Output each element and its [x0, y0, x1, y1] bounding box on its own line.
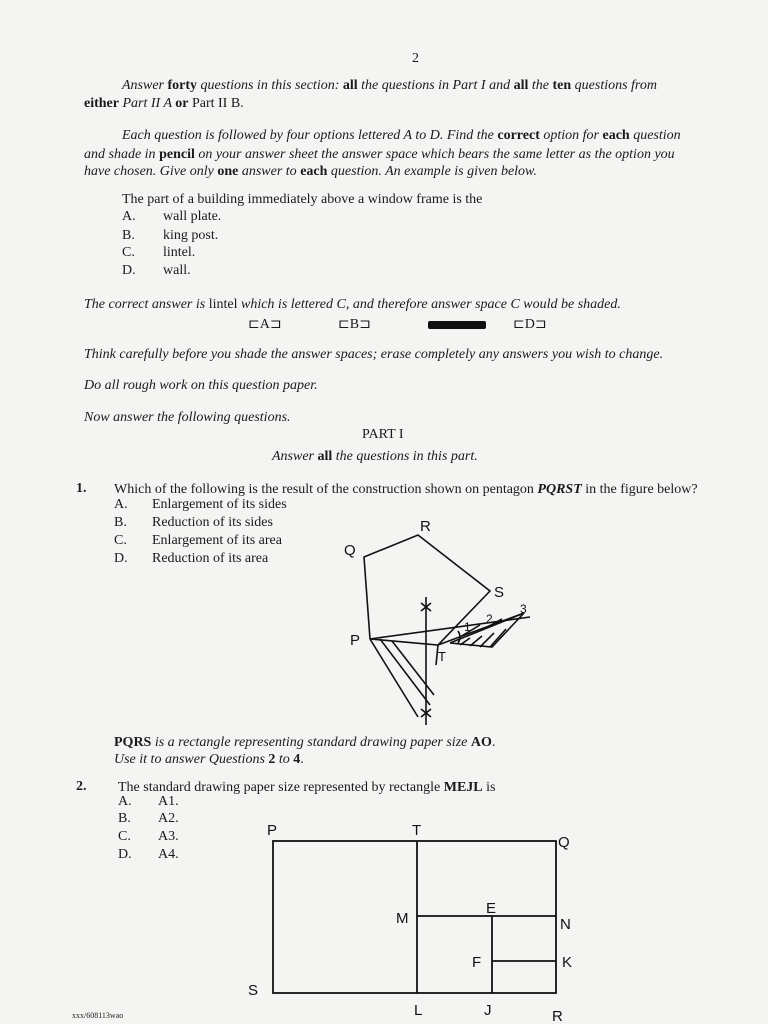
answer-bubble-a: ⊏A⊐	[248, 317, 282, 332]
part1-heading: PART I	[362, 427, 404, 442]
q1-option-letter: B.	[114, 515, 127, 530]
footer-code: xxx/608113wao	[72, 1011, 124, 1020]
note-now: Now answer the following questions.	[84, 410, 291, 425]
example-question: The part of a building immediately above a window frame is the	[122, 192, 483, 207]
instruction-para2-line1: Each question is followed by four options lettered A to D. Find the correct option for each question	[122, 128, 681, 143]
example-option-letter: B.	[122, 228, 135, 243]
fig2-label-e: E	[486, 900, 497, 917]
fig1-label-p: P	[350, 632, 361, 649]
q2-text: The standard drawing paper size represented by rectangle MEJL is	[118, 780, 496, 795]
part1-instruction: Answer all the questions in this part.	[272, 449, 478, 464]
example-option-text: king post.	[163, 228, 219, 243]
fig2-label-r: R	[552, 1008, 563, 1024]
answer-bubble-d: ⊏D⊐	[513, 317, 547, 332]
stem-line-1: PQRS is a rectangle representing standard drawing paper size AO.	[114, 735, 496, 750]
q1-number: 1.	[76, 481, 87, 496]
fig1-label-3: 3	[520, 602, 527, 616]
fig2-label-m: M	[396, 910, 409, 927]
fig1-label-1: 1	[464, 620, 471, 634]
note-think: Think carefully before you shade the answer spaces; erase completely any answers you wish to change.	[84, 347, 664, 362]
fig2-label-k: K	[562, 954, 573, 971]
q1-option-letter: C.	[114, 533, 127, 548]
q1-option-letter: D.	[114, 551, 128, 566]
q1-option-text: Enlargement of its sides	[152, 497, 287, 512]
example-option-letter: C.	[122, 245, 135, 260]
q2-number: 2.	[76, 779, 87, 794]
example-answer-line: The correct answer is lintel which is lettered C, and therefore answer space C would be shaded.	[84, 297, 621, 312]
instruction-para2-line3: have chosen. Give only one answer to each question. An example is given below.	[84, 164, 537, 179]
example-option-text: lintel.	[163, 245, 196, 260]
q1-option-text: Reduction of its sides	[152, 515, 273, 530]
q2-option-letter: A.	[118, 794, 132, 809]
q2-option-text: A4.	[158, 847, 179, 862]
q1-option-text: Enlargement of its area	[152, 533, 282, 548]
q2-option-letter: C.	[118, 829, 131, 844]
fig1-label-2: 2	[486, 612, 493, 626]
instruction-line-2: either Part II A or Part II B.	[84, 96, 244, 111]
q2-option-text: A2.	[158, 811, 179, 826]
fig1-label-q: Q	[344, 542, 356, 559]
stem-line-2: Use it to answer Questions 2 to 4.	[114, 752, 304, 767]
pentagon-construction-figure	[330, 505, 560, 730]
example-option-text: wall.	[163, 263, 191, 278]
page-number: 2	[412, 51, 419, 66]
q1-option-text: Reduction of its area	[152, 551, 269, 566]
q2-option-text: A1.	[158, 794, 179, 809]
note-rough: Do all rough work on this question paper.	[84, 378, 318, 393]
q1-option-letter: A.	[114, 497, 128, 512]
rectangle-pqrs-figure	[240, 815, 590, 1024]
instruction-line-1: Answer forty questions in this section: all the questions in Part I and all the ten questions from	[122, 78, 657, 93]
q1-text: Which of the following is the result of the construction shown on pentagon PQRST in the figure below?	[114, 482, 698, 497]
instruction-para2-line2: and shade in pencil on your answer sheet the answer space which bears the same letter as the option you	[84, 147, 675, 162]
fig2-label-f: F	[472, 954, 482, 971]
answer-bubble-c-shaded	[428, 321, 486, 329]
fig1-label-t: T	[438, 649, 446, 664]
q2-option-letter: B.	[118, 811, 131, 826]
answer-bubble-b: ⊏B⊐	[338, 317, 371, 332]
fig2-label-j: J	[484, 1002, 492, 1019]
fig2-label-n: N	[560, 916, 571, 933]
example-option-letter: D.	[122, 263, 136, 278]
fig2-label-s: S	[248, 982, 259, 999]
fig1-label-r: R	[420, 518, 431, 535]
fig2-label-t: T	[412, 822, 422, 839]
q2-option-letter: D.	[118, 847, 132, 862]
fig2-label-q: Q	[558, 834, 570, 851]
fig2-label-p: P	[267, 822, 278, 839]
fig2-label-l: L	[414, 1002, 423, 1019]
fig1-label-s: S	[494, 584, 505, 601]
q2-option-text: A3.	[158, 829, 179, 844]
example-option-letter: A.	[122, 209, 136, 224]
example-option-text: wall plate.	[163, 209, 222, 224]
